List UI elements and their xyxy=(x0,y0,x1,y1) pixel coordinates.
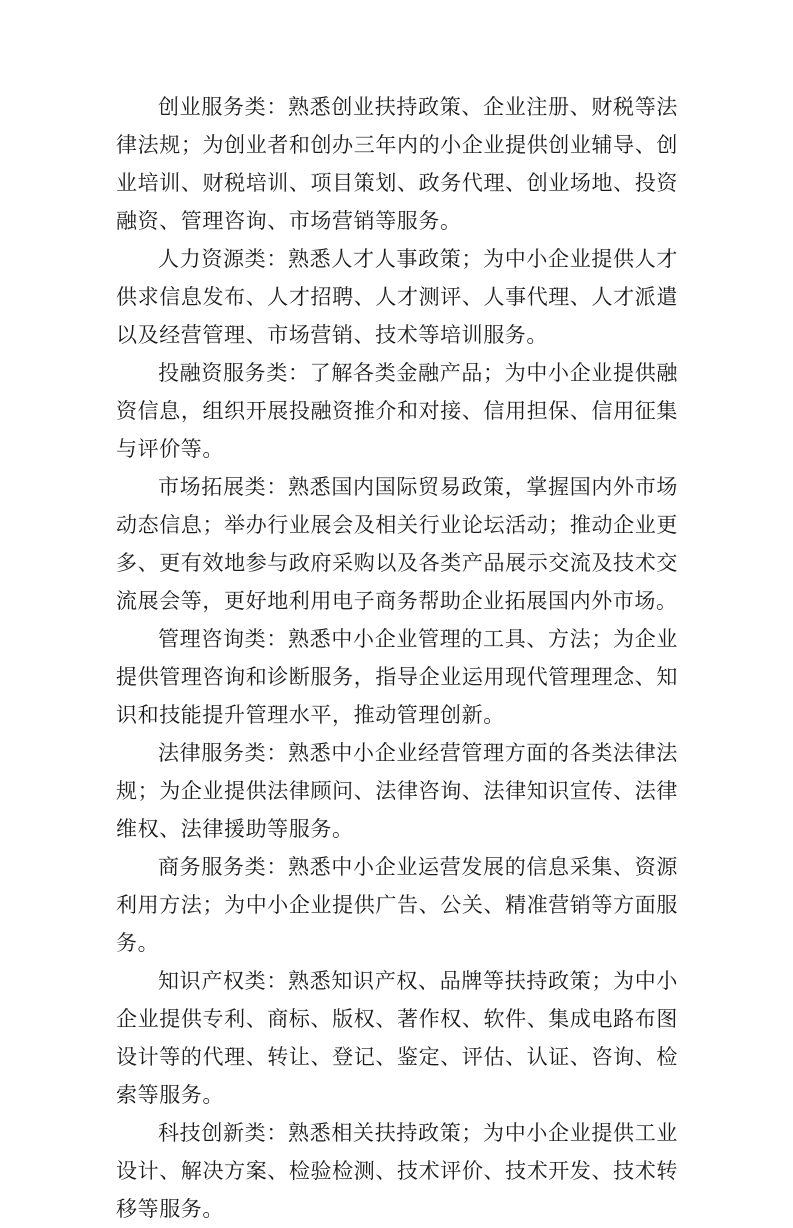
paragraph-intellectual-property: 知识产权类：熟悉知识产权、品牌等扶持政策；为中小企业提供专利、商标、版权、著作权、软件、集成电路布图设计等的代理、转让、登记、鉴定、评估、认证、咨询、检索等服务。 xyxy=(116,969,678,1107)
paragraph-legal-services: 法律服务类：熟悉中小企业经营管理方面的各类法律法规；为企业提供法律顾问、法律咨询、法律知识宣传、法律维权、法律援助等服务。 xyxy=(116,741,678,841)
paragraph-human-resources: 人力资源类：熟悉人才人事政策；为中小企业提供人才供求信息发布、人才招聘、人才测评、人事代理、人才派遣以及经营管理、市场营销、技术等培训服务。 xyxy=(116,247,678,347)
document-body xyxy=(116,88,678,1228)
paragraph-business-services: 商务服务类：熟悉中小企业运营发展的信息采集、资源利用方法；为中小企业提供广告、公关、精准营销等方面服务。 xyxy=(116,855,678,955)
paragraph-market-expansion: 市场拓展类：熟悉国内国际贸易政策，掌握国内外市场动态信息；举办行业展会及相关行业论坛活动；推动企业更多、更有效地参与政府采购以及各类产品展示交流及技术交流展会等，更好地利用电子商务帮助企业拓展国内外市场。 xyxy=(116,475,678,613)
paragraph-startup-services: 创业服务类：熟悉创业扶持政策、企业注册、财税等法律法规；为创业者和创办三年内的小企业提供创业辅导、创业培训、财税培训、项目策划、政务代理、创业场地、投资融资、管理咨询、市场营销等服务。 xyxy=(116,95,678,233)
paragraph-management-consulting: 管理咨询类：熟悉中小企业管理的工具、方法；为企业提供管理咨询和诊断服务，指导企业运用现代管理理念、知识和技能提升管理水平，推动管理创新。 xyxy=(116,627,678,727)
paragraph-investment-financing: 投融资服务类：了解各类金融产品；为中小企业提供融资信息，组织开展投融资推介和对接、信用担保、信用征集与评价等。 xyxy=(116,361,678,461)
paragraph-tech-innovation: 科技创新类：熟悉相关扶持政策；为中小企业提供工业设计、解决方案、检验检测、技术评价、技术开发、技术转移等服务。 xyxy=(116,1121,678,1221)
